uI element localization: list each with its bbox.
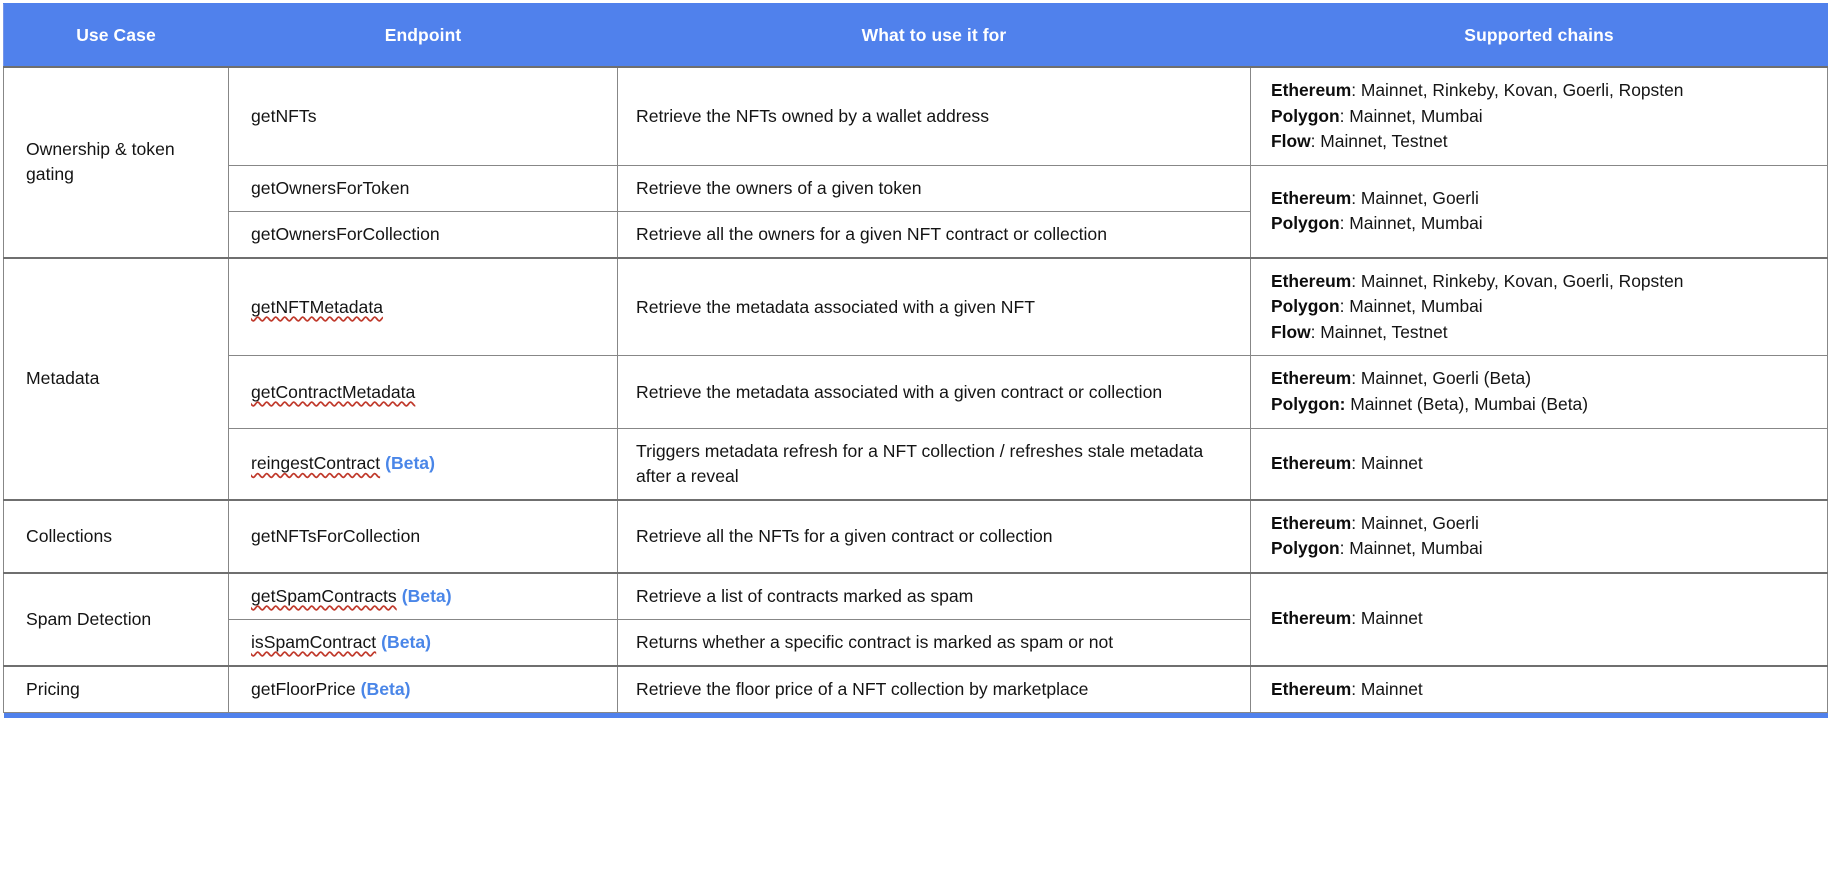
chain-networks: Mainnet, Mumbai: [1344, 105, 1483, 126]
chain-networks: Mainnet, Goerli (Beta): [1356, 368, 1532, 389]
chain-separator: :: [1339, 213, 1345, 234]
chain-separator: :: [1351, 270, 1357, 291]
beta-badge: (Beta): [360, 678, 411, 699]
chain-line: [1271, 451, 1806, 477]
api-endpoints-table: [3, 3, 1828, 718]
endpoint-cell: [229, 619, 618, 665]
beta-badge: (Beta): [385, 453, 435, 474]
chain-networks: Mainnet, Testnet: [1315, 131, 1448, 152]
endpoint-name: getNFTMetadata: [251, 296, 384, 317]
endpoint-name: getOwnersForToken: [251, 177, 410, 198]
chain-separator: :: [1351, 678, 1357, 699]
description-cell: [618, 165, 1251, 211]
endpoint-cell: [229, 258, 618, 356]
description-text: Retrieve the metadata associated with a given contract or collection: [636, 381, 1163, 402]
chain-name: Flow: [1271, 131, 1311, 152]
chain-name: Polygon: [1271, 213, 1340, 234]
endpoint-cell: [229, 67, 618, 165]
chain-networks: Mainnet, Goerli: [1356, 187, 1479, 208]
beta-badge: (Beta): [401, 585, 452, 606]
endpoint-name: getFloorPrice: [251, 678, 356, 699]
supported-chains-cell: [1251, 428, 1828, 499]
chain-name: Polygon: [1271, 296, 1340, 317]
chain-separator: :: [1339, 105, 1345, 126]
chain-separator: :: [1339, 538, 1345, 559]
chain-networks: Mainnet: [1356, 678, 1423, 699]
description-text: Retrieve the floor price of a NFT collection by marketplace: [636, 678, 1089, 699]
chain-line: [1271, 186, 1806, 212]
chain-name: Ethereum: [1271, 452, 1352, 473]
table-row: [4, 573, 1828, 619]
chain-name: Polygon: [1271, 538, 1340, 559]
chain-line: [1271, 78, 1806, 104]
chain-networks: Mainnet, Goerli: [1356, 512, 1479, 533]
use-case-cell: [4, 573, 229, 666]
chain-separator: :: [1351, 368, 1357, 389]
chain-separator: :: [1351, 80, 1357, 100]
use-case-label: Collections: [26, 525, 113, 546]
chain-networks: Mainnet, Rinkeby, Kovan, Goerli, Ropsten: [1356, 80, 1684, 100]
use-case-label: Spam Detection: [26, 608, 152, 629]
chain-networks: Mainnet (Beta), Mumbai (Beta): [1345, 393, 1588, 414]
use-case-cell: [4, 67, 229, 258]
endpoint-cell: [229, 211, 618, 257]
chain-line: [1271, 606, 1806, 632]
supported-chains-cell: [1251, 500, 1828, 573]
table-bottom-rule-row: [4, 713, 1828, 719]
description-text: Retrieve the owners of a given token: [636, 177, 922, 198]
endpoint-cell: [229, 666, 618, 713]
use-case-label: Ownership & token gating: [26, 139, 175, 185]
chain-name: Polygon: [1271, 105, 1340, 126]
table-row: [4, 500, 1828, 573]
column-header-endpoint: Endpoint: [229, 4, 618, 68]
table-row: [4, 666, 1828, 713]
endpoint-cell: [229, 356, 618, 428]
chain-name: Flow: [1271, 321, 1311, 342]
supported-chains-cell: [1251, 67, 1828, 165]
chain-name: Ethereum: [1271, 187, 1352, 208]
description-cell: [618, 573, 1251, 619]
chain-line: [1271, 211, 1806, 237]
table-footer: [4, 713, 1828, 719]
chain-name: Ethereum: [1271, 270, 1352, 291]
use-case-label: Pricing: [26, 678, 80, 699]
endpoint-name: getNFTsForCollection: [251, 525, 421, 546]
use-case-cell: [4, 666, 229, 713]
endpoint-cell: [229, 165, 618, 211]
chain-name: Ethereum: [1271, 678, 1352, 699]
chain-separator: :: [1310, 131, 1316, 152]
chain-networks: Mainnet: [1356, 452, 1423, 473]
description-text: Retrieve the metadata associated with a given NFT: [636, 296, 1035, 317]
beta-badge: (Beta): [381, 631, 432, 652]
chain-networks: Mainnet, Mumbai: [1344, 296, 1483, 317]
table-bottom-rule: [4, 713, 1828, 719]
chain-line: [1271, 366, 1806, 392]
supported-chains-cell: [1251, 165, 1828, 257]
description-text: Retrieve the NFTs owned by a wallet address: [636, 105, 990, 126]
chain-name: Ethereum: [1271, 368, 1352, 389]
chain-separator: :: [1310, 321, 1316, 342]
use-case-cell: [4, 258, 229, 500]
chain-line: [1271, 104, 1806, 130]
table-row: [4, 428, 1828, 499]
endpoint-name: getNFTs: [251, 105, 317, 126]
use-case-cell: [4, 500, 229, 573]
chain-networks: Mainnet, Testnet: [1315, 321, 1448, 342]
description-cell: [618, 211, 1251, 257]
description-cell: [618, 428, 1251, 499]
chain-separator: :: [1351, 187, 1357, 208]
endpoint-name: getOwnersForCollection: [251, 223, 440, 244]
table-header-row: [4, 4, 1828, 68]
endpoint-name: getSpamContracts: [251, 585, 397, 606]
supported-chains-cell: [1251, 573, 1828, 666]
table-row: [4, 356, 1828, 428]
chain-line: [1271, 511, 1806, 537]
description-cell: [618, 258, 1251, 356]
chain-networks: Mainnet, Rinkeby, Kovan, Goerli, Ropsten: [1356, 270, 1684, 291]
chain-name: Ethereum: [1271, 512, 1352, 533]
chain-line: [1271, 536, 1806, 562]
chain-separator: :: [1339, 296, 1345, 317]
column-header-supported-chains: Supported chains: [1251, 4, 1828, 68]
description-text: Triggers metadata refresh for a NFT collection / refreshes stale metadata after a reveal: [636, 440, 1204, 486]
use-case-label: Metadata: [26, 368, 100, 389]
chain-separator: :: [1351, 452, 1357, 473]
chain-separator: :: [1351, 512, 1357, 533]
supported-chains-cell: [1251, 666, 1828, 713]
chain-line: [1271, 269, 1806, 295]
table-row: [4, 67, 1828, 165]
chain-networks: Mainnet, Mumbai: [1344, 538, 1483, 559]
chain-name: Ethereum: [1271, 80, 1352, 100]
endpoint-name: reingestContract: [251, 453, 381, 474]
supported-chains-cell: [1251, 258, 1828, 356]
table-header: [4, 4, 1828, 68]
description-cell: [618, 67, 1251, 165]
chain-line: [1271, 129, 1806, 155]
endpoint-name: isSpamContract: [251, 631, 377, 652]
endpoint-cell: [229, 500, 618, 573]
table-body: [4, 67, 1828, 713]
chain-line: [1271, 320, 1806, 346]
table-row: [4, 258, 1828, 356]
column-header-use-case: Use Case: [4, 4, 229, 68]
description-text: Retrieve a list of contracts marked as spam: [636, 585, 974, 606]
chain-line: [1271, 677, 1806, 703]
description-cell: [618, 619, 1251, 665]
chain-line: [1271, 294, 1806, 320]
chain-networks: Mainnet: [1356, 608, 1423, 629]
endpoint-cell: [229, 573, 618, 619]
chain-line: [1271, 392, 1806, 418]
endpoint-cell: [229, 428, 618, 499]
chain-name: Ethereum: [1271, 608, 1352, 629]
description-text: Retrieve all the NFTs for a given contract or collection: [636, 525, 1053, 546]
supported-chains-cell: [1251, 356, 1828, 428]
description-cell: [618, 356, 1251, 428]
chain-name: Polygon:: [1271, 393, 1346, 414]
column-header-what-to-use-it-for: What to use it for: [618, 4, 1251, 68]
chain-separator: :: [1351, 608, 1357, 629]
description-cell: [618, 500, 1251, 573]
endpoint-name: getContractMetadata: [251, 381, 416, 402]
chain-networks: Mainnet, Mumbai: [1344, 213, 1483, 234]
description-text: Retrieve all the owners for a given NFT contract or collection: [636, 223, 1108, 244]
description-text: Returns whether a specific contract is marked as spam or not: [636, 631, 1114, 652]
description-cell: [618, 666, 1251, 713]
table-row: [4, 165, 1828, 211]
